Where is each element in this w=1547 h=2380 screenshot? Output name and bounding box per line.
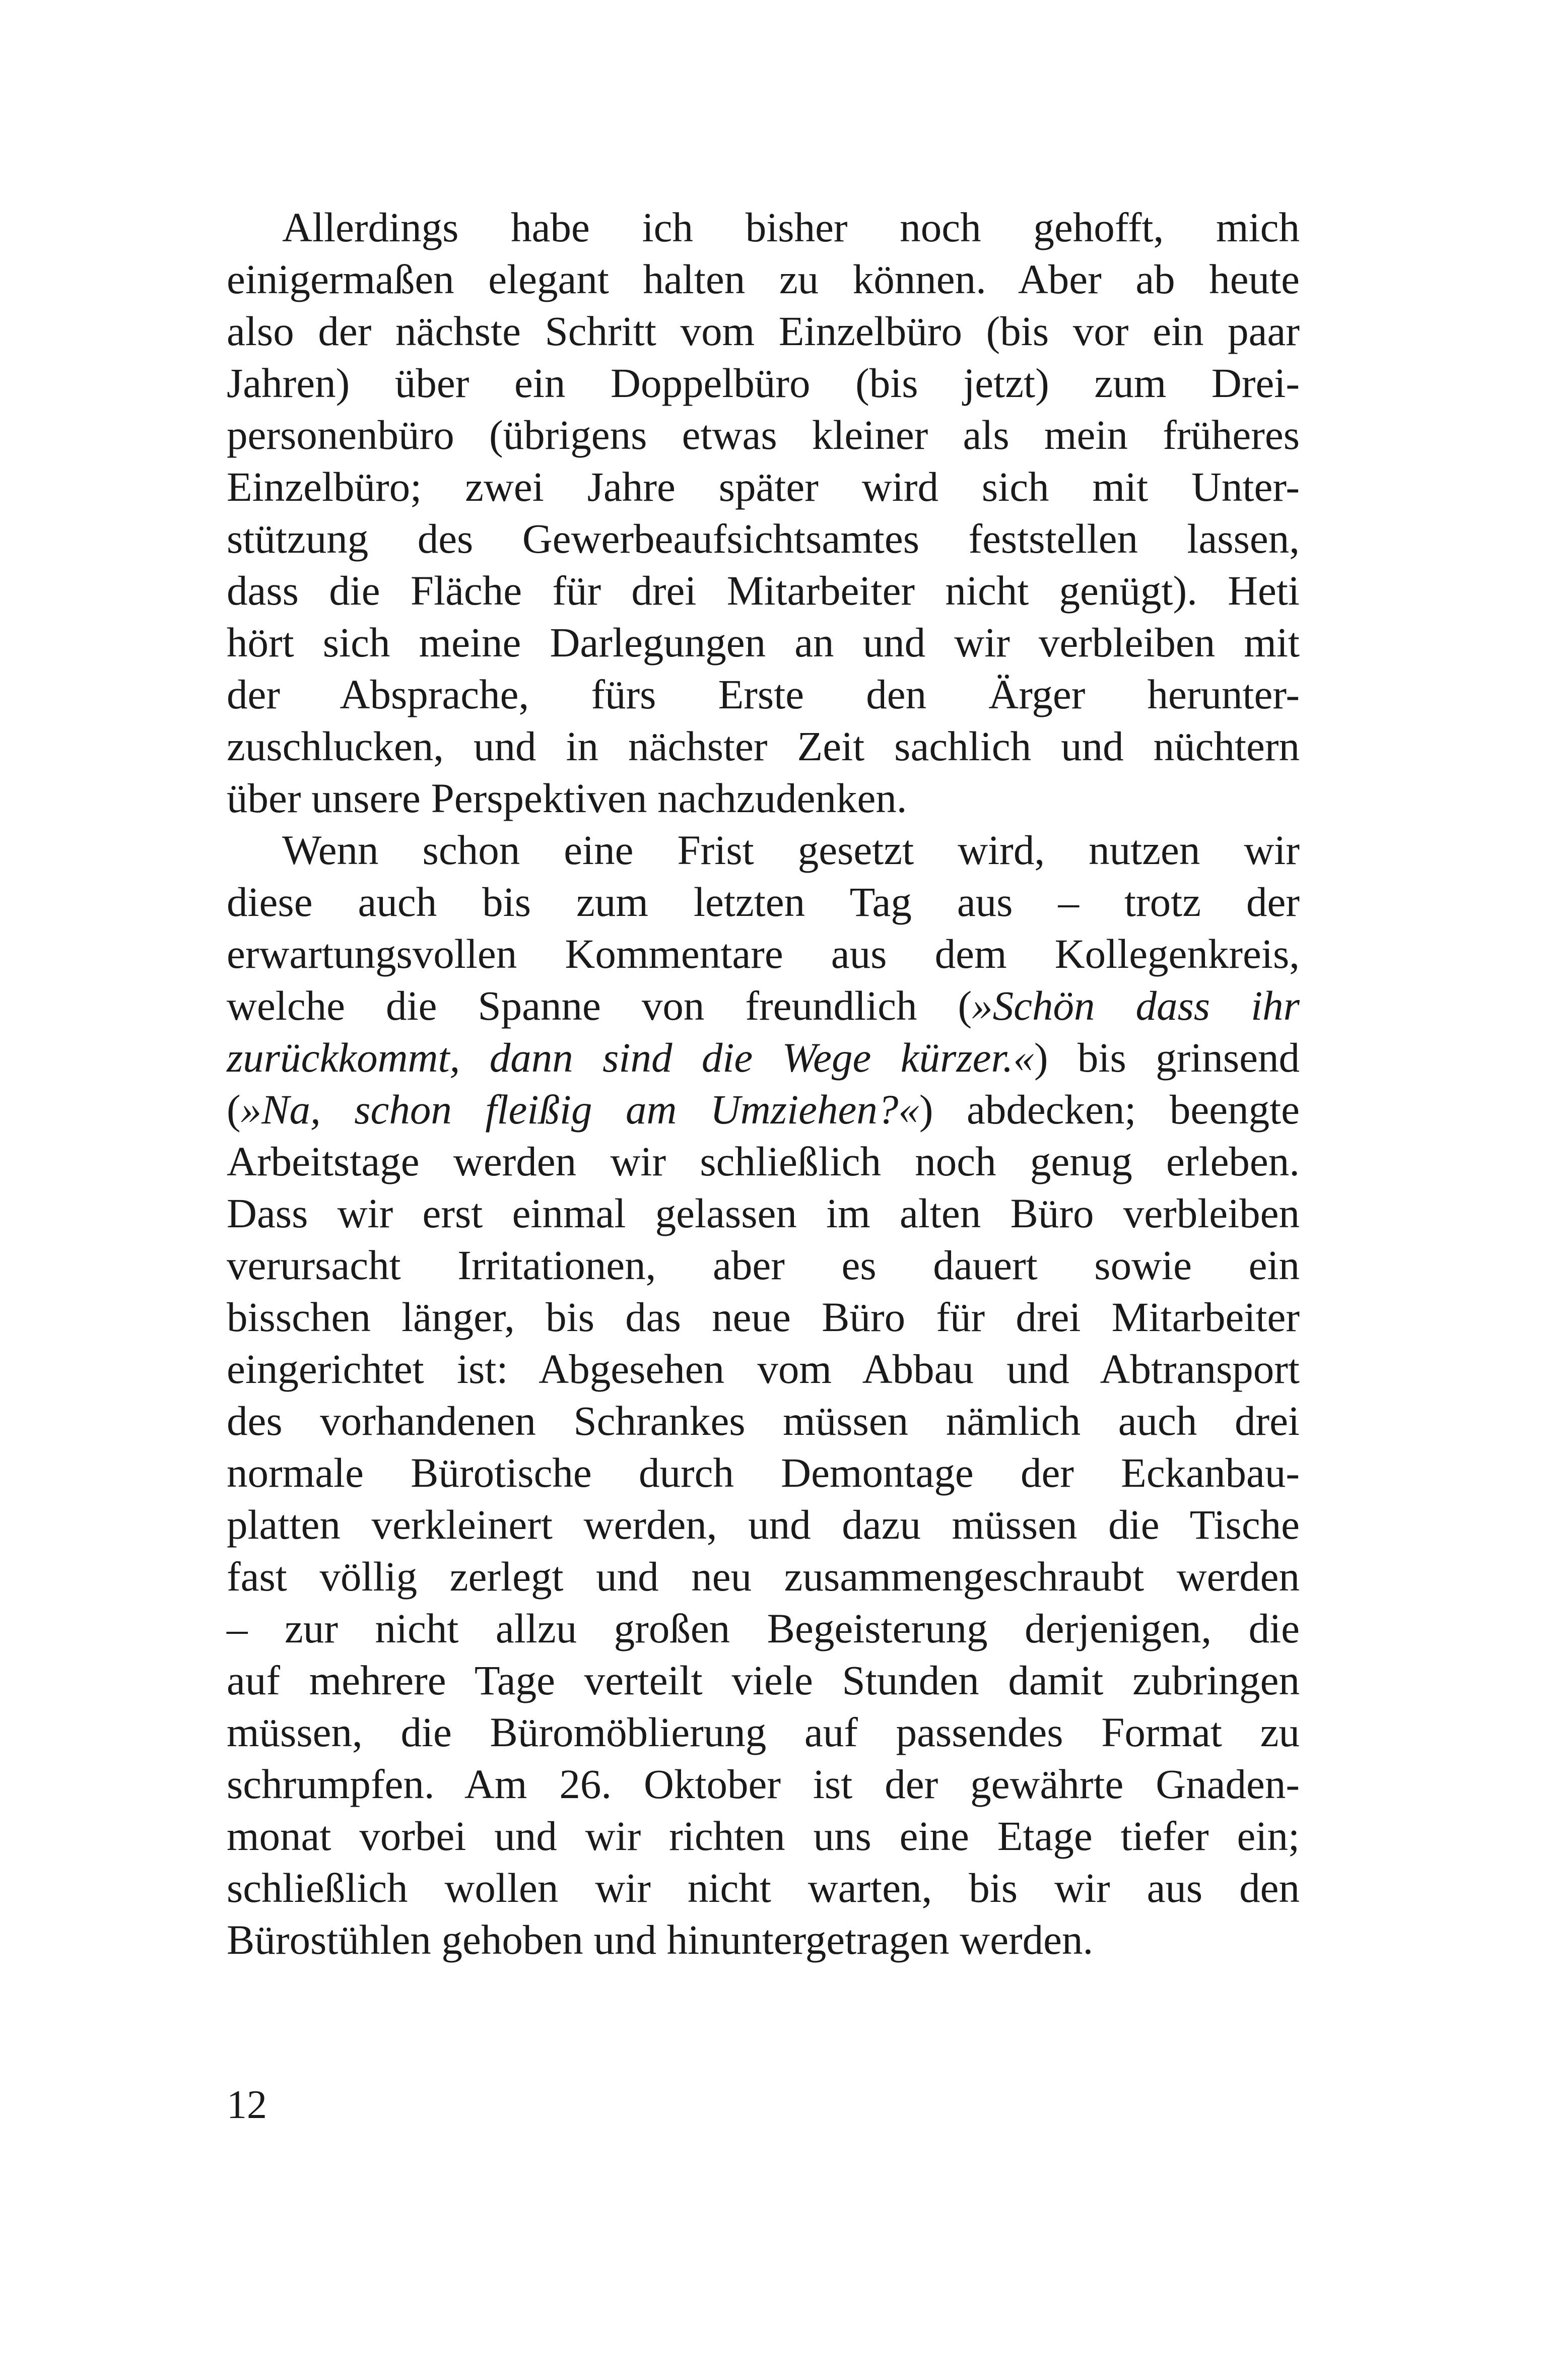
text-line	[227, 409, 1300, 461]
text-line	[227, 1187, 1300, 1239]
text-segment: Dass wir erst einmal gelassen im alten Büro verbleiben	[227, 1190, 1300, 1236]
text-segment: normale Bürotische durch Demontage der Eckanbau-	[227, 1449, 1300, 1496]
text-segment: Wenn schon eine Frist gesetzt wird, nutzen wir	[282, 827, 1300, 873]
text-line	[227, 1239, 1300, 1291]
text-line	[227, 1447, 1300, 1499]
text-line	[227, 305, 1300, 357]
text-line	[227, 980, 1300, 1032]
text-line	[227, 1603, 1300, 1655]
text-segment: ) bis grinsend	[1034, 1034, 1300, 1081]
text-line	[227, 565, 1300, 617]
text-line	[227, 1862, 1300, 1914]
text-segment: verursacht Irritationen, aber es dauert sowie ein	[227, 1242, 1300, 1288]
body-text	[227, 202, 1300, 1966]
text-line	[227, 1084, 1300, 1136]
text-line	[227, 1499, 1300, 1551]
text-line	[227, 1914, 1300, 1966]
text-segment: zuschlucken, und in nächster Zeit sachlich und nüchtern	[227, 723, 1300, 769]
text-line	[227, 202, 1300, 253]
italic-quote: »Schön dass ihr	[972, 982, 1300, 1029]
text-segment: auf mehrere Tage verteilt viele Stunden damit zubringen	[227, 1657, 1300, 1703]
italic-quote: »Na, schon fleißig am Umziehen?«	[240, 1086, 919, 1133]
text-line	[227, 928, 1300, 980]
text-segment: welche die Spanne von freundlich (	[227, 982, 972, 1029]
text-line	[227, 1810, 1300, 1862]
text-segment: hört sich meine Darlegungen an und wir verbleiben mit	[227, 619, 1300, 666]
text-line	[227, 1655, 1300, 1706]
text-line	[227, 1032, 1300, 1084]
page-number: 12	[227, 2083, 267, 2127]
text-segment: ) abdecken; beengte	[919, 1086, 1300, 1133]
text-line	[227, 461, 1300, 513]
text-segment: schrumpfen. Am 26. Oktober ist der gewährte Gnaden-	[227, 1761, 1300, 1807]
text-segment: erwartungsvollen Kommentare aus dem Kollegenkreis,	[227, 931, 1300, 977]
text-line	[227, 513, 1300, 565]
text-segment: also der nächste Schritt vom Einzelbüro (bis vor ein paar	[227, 308, 1300, 354]
text-segment: fast völlig zerlegt und neu zusammengeschraubt werden	[227, 1553, 1300, 1600]
text-segment: Bürostühlen gehoben und hinuntergetragen werden.	[227, 1916, 1094, 1963]
text-segment: bisschen länger, bis das neue Büro für drei Mitarbeiter	[227, 1294, 1300, 1340]
text-segment: einigermaßen elegant halten zu können. Aber ab heute	[227, 256, 1300, 302]
text-line	[227, 669, 1300, 720]
text-line	[227, 876, 1300, 928]
text-segment: des vorhandenen Schrankes müssen nämlich auch drei	[227, 1398, 1300, 1444]
text-line	[227, 1291, 1300, 1343]
text-line	[227, 1758, 1300, 1810]
text-segment: müssen, die Büromöblierung auf passendes Format zu	[227, 1709, 1300, 1755]
text-line	[227, 1136, 1300, 1187]
text-segment: Einzelbüro; zwei Jahre später wird sich mit Unter-	[227, 464, 1300, 510]
text-segment: Allerdings habe ich bisher noch gehofft, mich	[282, 204, 1300, 250]
text-line	[227, 772, 1300, 824]
text-line	[227, 1395, 1300, 1447]
text-segment: (	[227, 1086, 241, 1133]
text-line	[227, 1551, 1300, 1603]
text-segment: Arbeitstage werden wir schließlich noch genug erleben.	[227, 1138, 1300, 1184]
text-segment: über unsere Perspektiven nachzudenken.	[227, 775, 907, 821]
text-segment: personenbüro (übrigens etwas kleiner als mein früheres	[227, 412, 1300, 458]
text-segment: – zur nicht allzu großen Begeisterung derjenigen, die	[227, 1605, 1300, 1651]
text-segment: dass die Fläche für drei Mitarbeiter nicht genügt). Heti	[227, 567, 1300, 614]
text-segment: stützung des Gewerbeaufsichtsamtes feststellen lassen,	[227, 515, 1300, 562]
text-segment: eingerichtet ist: Abgesehen vom Abbau und Abtransport	[227, 1346, 1300, 1392]
text-line	[227, 253, 1300, 305]
text-line	[227, 617, 1300, 669]
text-line	[227, 357, 1300, 409]
text-segment: platten verkleinert werden, und dazu müssen die Tische	[227, 1501, 1300, 1548]
text-segment: der Absprache, fürs Erste den Ärger herunter-	[227, 671, 1300, 717]
text-line	[227, 1706, 1300, 1758]
text-line	[227, 720, 1300, 772]
text-segment: Jahren) über ein Doppelbüro (bis jetzt) zum Drei-	[227, 360, 1300, 406]
text-line	[227, 824, 1300, 876]
text-segment: schließlich wollen wir nicht warten, bis wir aus den	[227, 1865, 1300, 1911]
italic-quote: zurückkommt, dann sind die Wege kürzer.«	[227, 1034, 1034, 1081]
text-segment: monat vorbei und wir richten uns eine Etage tiefer ein;	[227, 1813, 1300, 1859]
text-segment: diese auch bis zum letzten Tag aus – trotz der	[227, 879, 1300, 925]
text-line	[227, 1343, 1300, 1395]
